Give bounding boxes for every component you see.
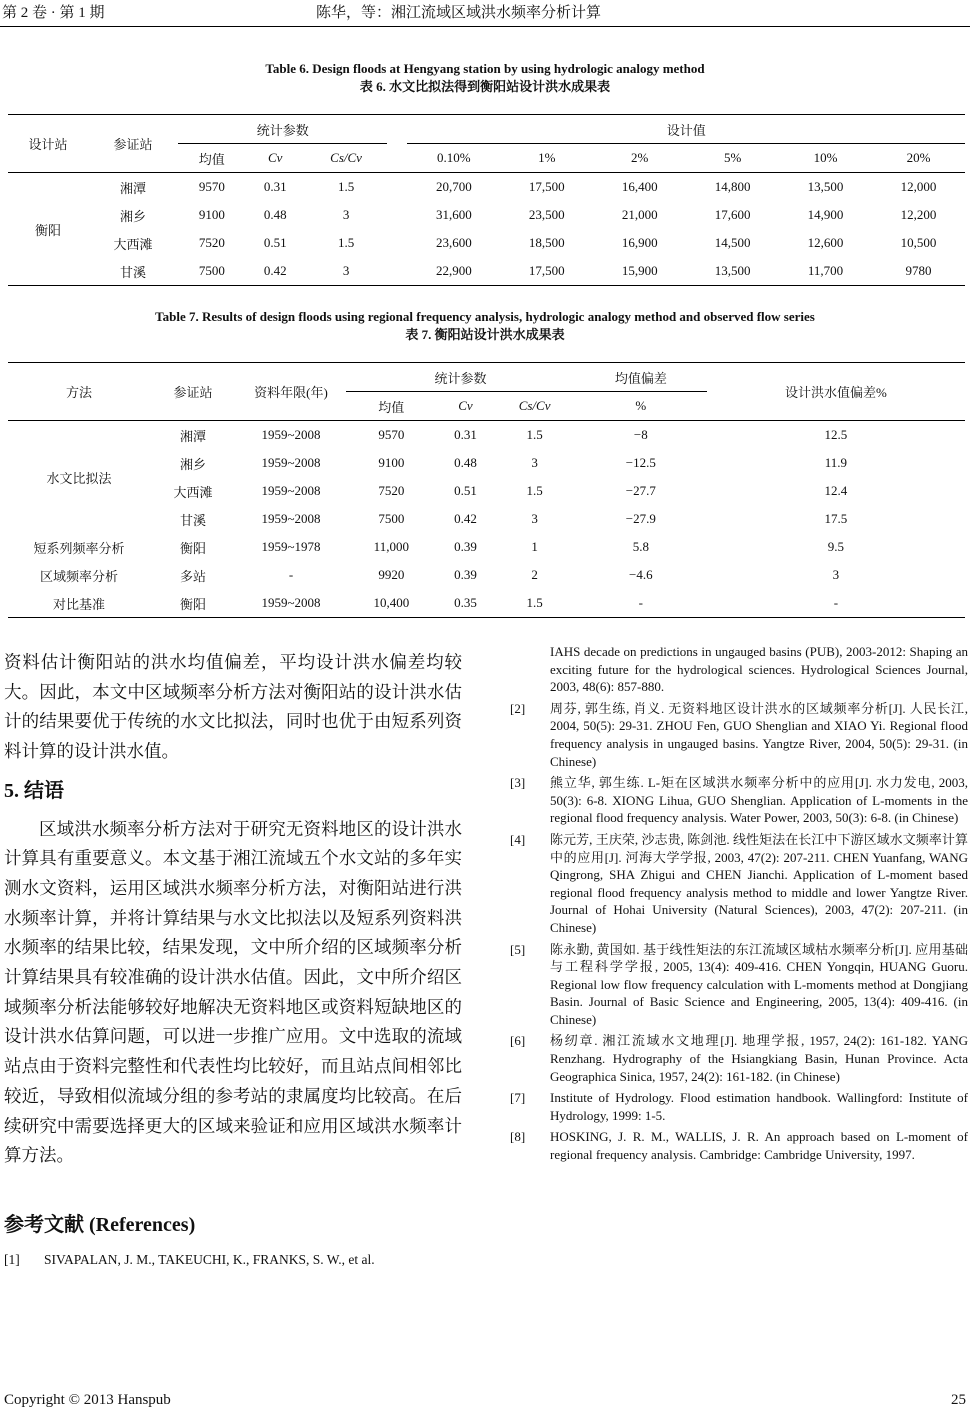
table-cell: 1 xyxy=(531,539,538,554)
table-cell: 12,000 xyxy=(900,179,937,194)
caption-cn: 表 7. 衡阳站设计洪水成果表 xyxy=(405,327,565,342)
ref-text: 陈元芳, 王庆荣, 沙志贵, 陈剑池. 线性矩法在长江中下游区域水文频率计算中的应用[J]. 河海大学学报, 2003, 47(2): 207-211. CHEN Yuanfang, WANG Qingrong, SHA Zhigui and CHEN Jianchi. Application of L-moment based regional flood frequency analysis method to middle and lower Yangtze River. Journal of Hohai University (Natural Sciences), 2003, 47(2): 207-211. (in Chinese) xyxy=(550,831,968,935)
table-cell: 12.4 xyxy=(824,483,848,498)
table-row xyxy=(8,533,965,561)
table-cell: 3 xyxy=(342,207,350,222)
table-cell: 17,500 xyxy=(528,179,565,194)
table-cell: −27.9 xyxy=(625,511,656,526)
ref-number: [5] xyxy=(510,941,526,957)
caption-en: Table 6. Design floods at Hengyang station by using hydrologic analogy method xyxy=(265,61,705,76)
table-cell: 22,900 xyxy=(407,257,500,286)
table-cell: 甘溪 xyxy=(88,257,178,286)
table-cell: 13,500 xyxy=(807,179,844,194)
table-cell: 1.5 xyxy=(494,589,575,618)
table-cell: 0.39 xyxy=(454,539,477,554)
table-cell: 1.5 xyxy=(526,427,543,442)
table-cell: 14,900 xyxy=(807,207,844,222)
table-cell: 13,500 xyxy=(686,257,779,286)
caption-en: Table 7. Results of design floods using regional frequency analysis, hydrologic analogy method and observed flow series xyxy=(155,309,815,324)
table-row xyxy=(8,505,965,533)
table-cell: 14,800 xyxy=(714,179,751,194)
ref-text: 熊立华, 郭生练. L-矩在区域洪水频率分析中的应用[J]. 水力发电, 2003, 50(3): 6-8. XIONG Lihua, GUO Shenglian. Application of L-moments in the regional flood frequency analysis. Water Power, 2003, 50(3): 6-8. (in Chinese) xyxy=(550,775,968,826)
body-text xyxy=(4,648,462,1269)
table-cell: −8 xyxy=(633,427,648,442)
paragraph: 资料估计衡阳站的洪水均值偏差，平均设计洪水偏差均较大。因此，本文中区域频率分析方法对衡阳站的设计洪水估计的结果要优于传统的水文比拟法，同时也优于由短系列资料计算的设计洪水值。 xyxy=(4,652,462,762)
table-cell: - xyxy=(288,567,294,582)
table-cell: 11,700 xyxy=(779,257,872,286)
reference-item xyxy=(510,941,968,1029)
table-cell: 12,200 xyxy=(900,207,937,222)
ref-text: Institute of Hydrology. Flood estimation handbook. Wallingford: Institute of Hydrology, 1999: 1-5. xyxy=(550,1090,968,1123)
table-cell: 0.51 xyxy=(263,235,287,250)
table-cell: 0.51 xyxy=(454,483,477,498)
table-cell: 15,900 xyxy=(593,257,686,286)
table-cell: 14,500 xyxy=(714,235,751,250)
table-cell: 7500 xyxy=(378,511,405,526)
running-title: 陈华，等：湘江流域区域洪水频率分析计算 xyxy=(316,5,602,21)
table-cell: 0.31 xyxy=(263,179,287,194)
table-cell: 5.8 xyxy=(632,539,649,554)
table-cell: 0.39 xyxy=(454,567,477,582)
table-cell: 短系列频率分析 xyxy=(33,540,125,556)
table-cell: 1.5 xyxy=(526,483,543,498)
header-rule xyxy=(0,26,970,27)
table-cell: 31,600 xyxy=(435,207,472,222)
table-cell: 2 xyxy=(531,567,538,582)
table-cell: 1.5 xyxy=(337,235,355,250)
th-stats: 统计参数 xyxy=(178,115,387,144)
th-freq: 5% xyxy=(686,144,779,173)
table-cell: 3 xyxy=(305,257,388,286)
th-mean: 均值 xyxy=(178,144,246,173)
table-cell: 湘潭 xyxy=(119,180,146,196)
table-cell: 20,700 xyxy=(435,179,472,194)
th-freq: 1% xyxy=(500,144,593,173)
table-cell: 1959~2008 xyxy=(261,455,321,470)
table-row xyxy=(8,229,965,257)
table-cell: 3 xyxy=(531,455,538,470)
table-cell: - xyxy=(575,589,707,618)
table-cell: 对比基准 xyxy=(8,589,150,618)
table-cell: 1959~2008 xyxy=(236,589,346,618)
cell-station: 衡阳 xyxy=(8,173,88,286)
ref-number: [8] xyxy=(510,1129,526,1145)
th-stats: 统计参数 xyxy=(346,363,575,392)
table-cell: 湘乡 xyxy=(119,208,146,224)
table-row xyxy=(8,589,965,618)
table-cell: 12,600 xyxy=(807,235,844,250)
table-cell: 11.9 xyxy=(824,455,848,470)
table-cell: 大西滩 xyxy=(173,484,213,500)
th-freq: 0.10% xyxy=(407,144,500,173)
ref-text: 周芬, 郭生练, 肖义. 无资料地区设计洪水的区域频率分析[J]. 人民长江, 2004, 50(5): 29-31. ZHOU Fen, GUO Shenglian and XIAO Yi. Regional flood frequency analysis in ungauged basins. Yangtze River, 2004, 50(5): 29-31. (in Chinese) xyxy=(550,700,968,769)
reference-item xyxy=(510,1128,968,1163)
table-cell: 9920 xyxy=(378,567,405,582)
table-cell: 9100 xyxy=(198,207,225,222)
table6 xyxy=(8,114,965,286)
table-row xyxy=(8,477,965,505)
table-cell: 16,900 xyxy=(621,235,658,250)
table-cell: 0.35 xyxy=(437,589,495,618)
table-cell: 9.5 xyxy=(827,539,844,554)
reference-item xyxy=(4,1251,462,1269)
ref-number: [3] xyxy=(510,775,526,791)
ref-text: SIVAPALAN, J. M., TAKEUCHI, K., FRANKS, S. W., et al. xyxy=(44,1251,375,1267)
table-cell: 衡阳 xyxy=(179,540,206,556)
table-cell: 11,000 xyxy=(373,539,409,554)
table6-caption xyxy=(0,60,970,96)
th-cscv: Cs/Cv xyxy=(518,398,551,413)
table-cell: 16,400 xyxy=(621,179,658,194)
th-freq: 20% xyxy=(872,144,965,173)
th-meandev: 均值偏差 xyxy=(575,363,707,392)
table-cell: 10,500 xyxy=(900,235,937,250)
th-ref: 参证站 xyxy=(150,363,236,421)
reference-item xyxy=(510,1032,968,1085)
table-cell: 17,500 xyxy=(500,257,593,286)
copyright: Copyright © 2013 Hanspub xyxy=(4,1392,171,1408)
ref-text: IAHS decade on predictions in ungauged basins (PUB), 2003-2012: Shaping an exciting future for the hydrological sciences. Hydrological Sciences Journal, 2003, 48(6): 857-880. xyxy=(550,644,968,695)
th-years: 资料年限(年) xyxy=(236,363,346,421)
ref-number: [6] xyxy=(510,1033,526,1049)
reference-item xyxy=(510,774,968,827)
table-row xyxy=(8,201,965,229)
th-mean: 均值 xyxy=(346,392,437,421)
table-cell: 9780 xyxy=(872,257,965,286)
table-row xyxy=(8,421,965,450)
table-cell: 区域频率分析 xyxy=(39,568,118,584)
th-floodev: 设计洪水值偏差% xyxy=(707,363,965,421)
th-freq: 2% xyxy=(593,144,686,173)
table-cell: 1959~2008 xyxy=(261,483,321,498)
table7-caption xyxy=(0,308,970,344)
table7 xyxy=(8,362,965,618)
table-cell: 10,400 xyxy=(346,589,437,618)
table-cell: 1959~1978 xyxy=(261,539,321,554)
table-cell: - xyxy=(707,589,965,618)
caption-cn: 表 6. 水文比拟法得到衡阳站设计洪水成果表 xyxy=(359,79,611,94)
ref-number: [2] xyxy=(510,700,526,716)
table-cell: 21,000 xyxy=(621,207,658,222)
table-cell: 9570 xyxy=(198,179,225,194)
table-cell: 7520 xyxy=(198,235,225,250)
reference-item xyxy=(510,700,968,770)
table-cell: 23,600 xyxy=(435,235,472,250)
table-cell: 18,500 xyxy=(528,235,565,250)
table-cell: 3 xyxy=(531,511,538,526)
th-pct: % xyxy=(575,392,707,421)
paragraph: 区域洪水频率分析方法对于研究无资料地区的设计洪水计算具有重要意义。本文基于湘江流域五个水文站的多年实测水文资料，运用区域洪水频率分析方法，对衡阳站进行洪水频率计算，并将计算结果与水文比拟法以及短系列资料洪水频率的结果比较，结果发现，文中所介绍的区域频率分析计算结果具有较准确的设计洪水估值。因此，文中所介绍区域频率分析法能够较好地解决无资料地区或资料短缺地区的设计洪水估算问题，可以进一步推广应用。文中选取的流域站点由于资料完整性和代表性均比较好，而且站点间相邻比较近，导致相似流域分组的参考站的隶属度均比较高。在后续研究中需要选择更大的区域来验证和应用区域洪水频率计算方法。 xyxy=(4,818,462,1166)
table-cell: 1959~2008 xyxy=(261,511,321,526)
table-cell: −12.5 xyxy=(625,455,656,470)
references-list xyxy=(510,643,968,1168)
table-cell: 0.48 xyxy=(454,455,477,470)
references-heading: 参考文献 (References) xyxy=(4,1213,196,1236)
cell-method: 水文比拟法 xyxy=(46,470,112,486)
table-cell: 9570 xyxy=(378,427,405,442)
table-row xyxy=(8,173,965,202)
running-header xyxy=(0,0,970,24)
table-cell: 0.42 xyxy=(246,257,305,286)
table-cell: −4.6 xyxy=(629,567,653,582)
th-design: 设计站 xyxy=(8,115,88,173)
table-cell: 17.5 xyxy=(824,511,848,526)
ref-number: [7] xyxy=(510,1090,526,1106)
table-cell: −27.7 xyxy=(625,483,656,498)
ref-number: [1] xyxy=(4,1251,20,1267)
table-cell: 0.48 xyxy=(263,207,287,222)
table-cell: 7520 xyxy=(378,483,405,498)
th-cv: Cv xyxy=(267,150,283,165)
ref-number: [4] xyxy=(510,831,526,847)
reference-item xyxy=(510,1089,968,1124)
table-row xyxy=(8,257,965,286)
table-cell: 23,500 xyxy=(528,207,565,222)
th-freq: 10% xyxy=(779,144,872,173)
table-cell: 1959~2008 xyxy=(261,427,321,442)
table-cell: 衡阳 xyxy=(150,589,236,618)
table-cell: 3 xyxy=(832,567,840,582)
table-cell: 0.42 xyxy=(454,511,477,526)
ref-text: HOSKING, J. R. M., WALLIS, J. R. An approach based on L-moment of regional frequency analysis. Cambridge: Cambridge University, 1997. xyxy=(550,1129,968,1163)
table-row xyxy=(8,561,965,589)
table-cell: 7500 xyxy=(178,257,246,286)
table-cell: 0.31 xyxy=(454,427,477,442)
table-cell: 甘溪 xyxy=(179,512,206,528)
table-cell: 1.5 xyxy=(337,179,355,194)
table-cell: 大西滩 xyxy=(113,236,153,252)
table-cell: 17,600 xyxy=(714,207,751,222)
table-cell: 9100 xyxy=(378,455,405,470)
table-cell: 湘乡 xyxy=(179,456,206,472)
th-cscv: Cs/Cv xyxy=(330,150,362,165)
table-cell: 湘潭 xyxy=(179,428,206,444)
th-values: 设计值 xyxy=(407,115,965,144)
page-number: 25 xyxy=(951,1392,966,1408)
reference-item xyxy=(510,831,968,937)
reference-item xyxy=(550,643,968,696)
th-method: 方法 xyxy=(8,363,150,421)
th-cv: Cv xyxy=(458,398,473,413)
journal-volume: 第 2 卷 · 第 1 期 xyxy=(2,5,105,21)
ref-text: 陈永勤, 黄国如. 基于线性矩法的东江流域区域枯水频率分析[J]. 应用基础与工程科学学报, 2005, 13(4): 409-416. CHEN Yongqin, HUANG Guoru. Regional low flow frequency calculation with L-moments method at Dongjiang Basin. Journal of Basic Science and Engineering, 2005, 13(4): 409-416. (in Chinese) xyxy=(550,941,968,1027)
section-heading: 5. 结语 xyxy=(4,779,64,802)
ref-text: 杨纫章. 湘江流域水文地理[J]. 地理学报, 1957, 24(2): 161-182. YANG Renzhang. Hydrography of the Hsiangkiang Basin, Hunan Province. Acta Geographica Sinica, 1957, 24(2): 161-182. (in Chinese) xyxy=(550,1033,968,1084)
th-ref: 参证站 xyxy=(88,115,178,173)
table-row xyxy=(8,449,965,477)
table-cell: 多站 xyxy=(179,568,206,584)
table-cell: 12.5 xyxy=(824,427,848,442)
